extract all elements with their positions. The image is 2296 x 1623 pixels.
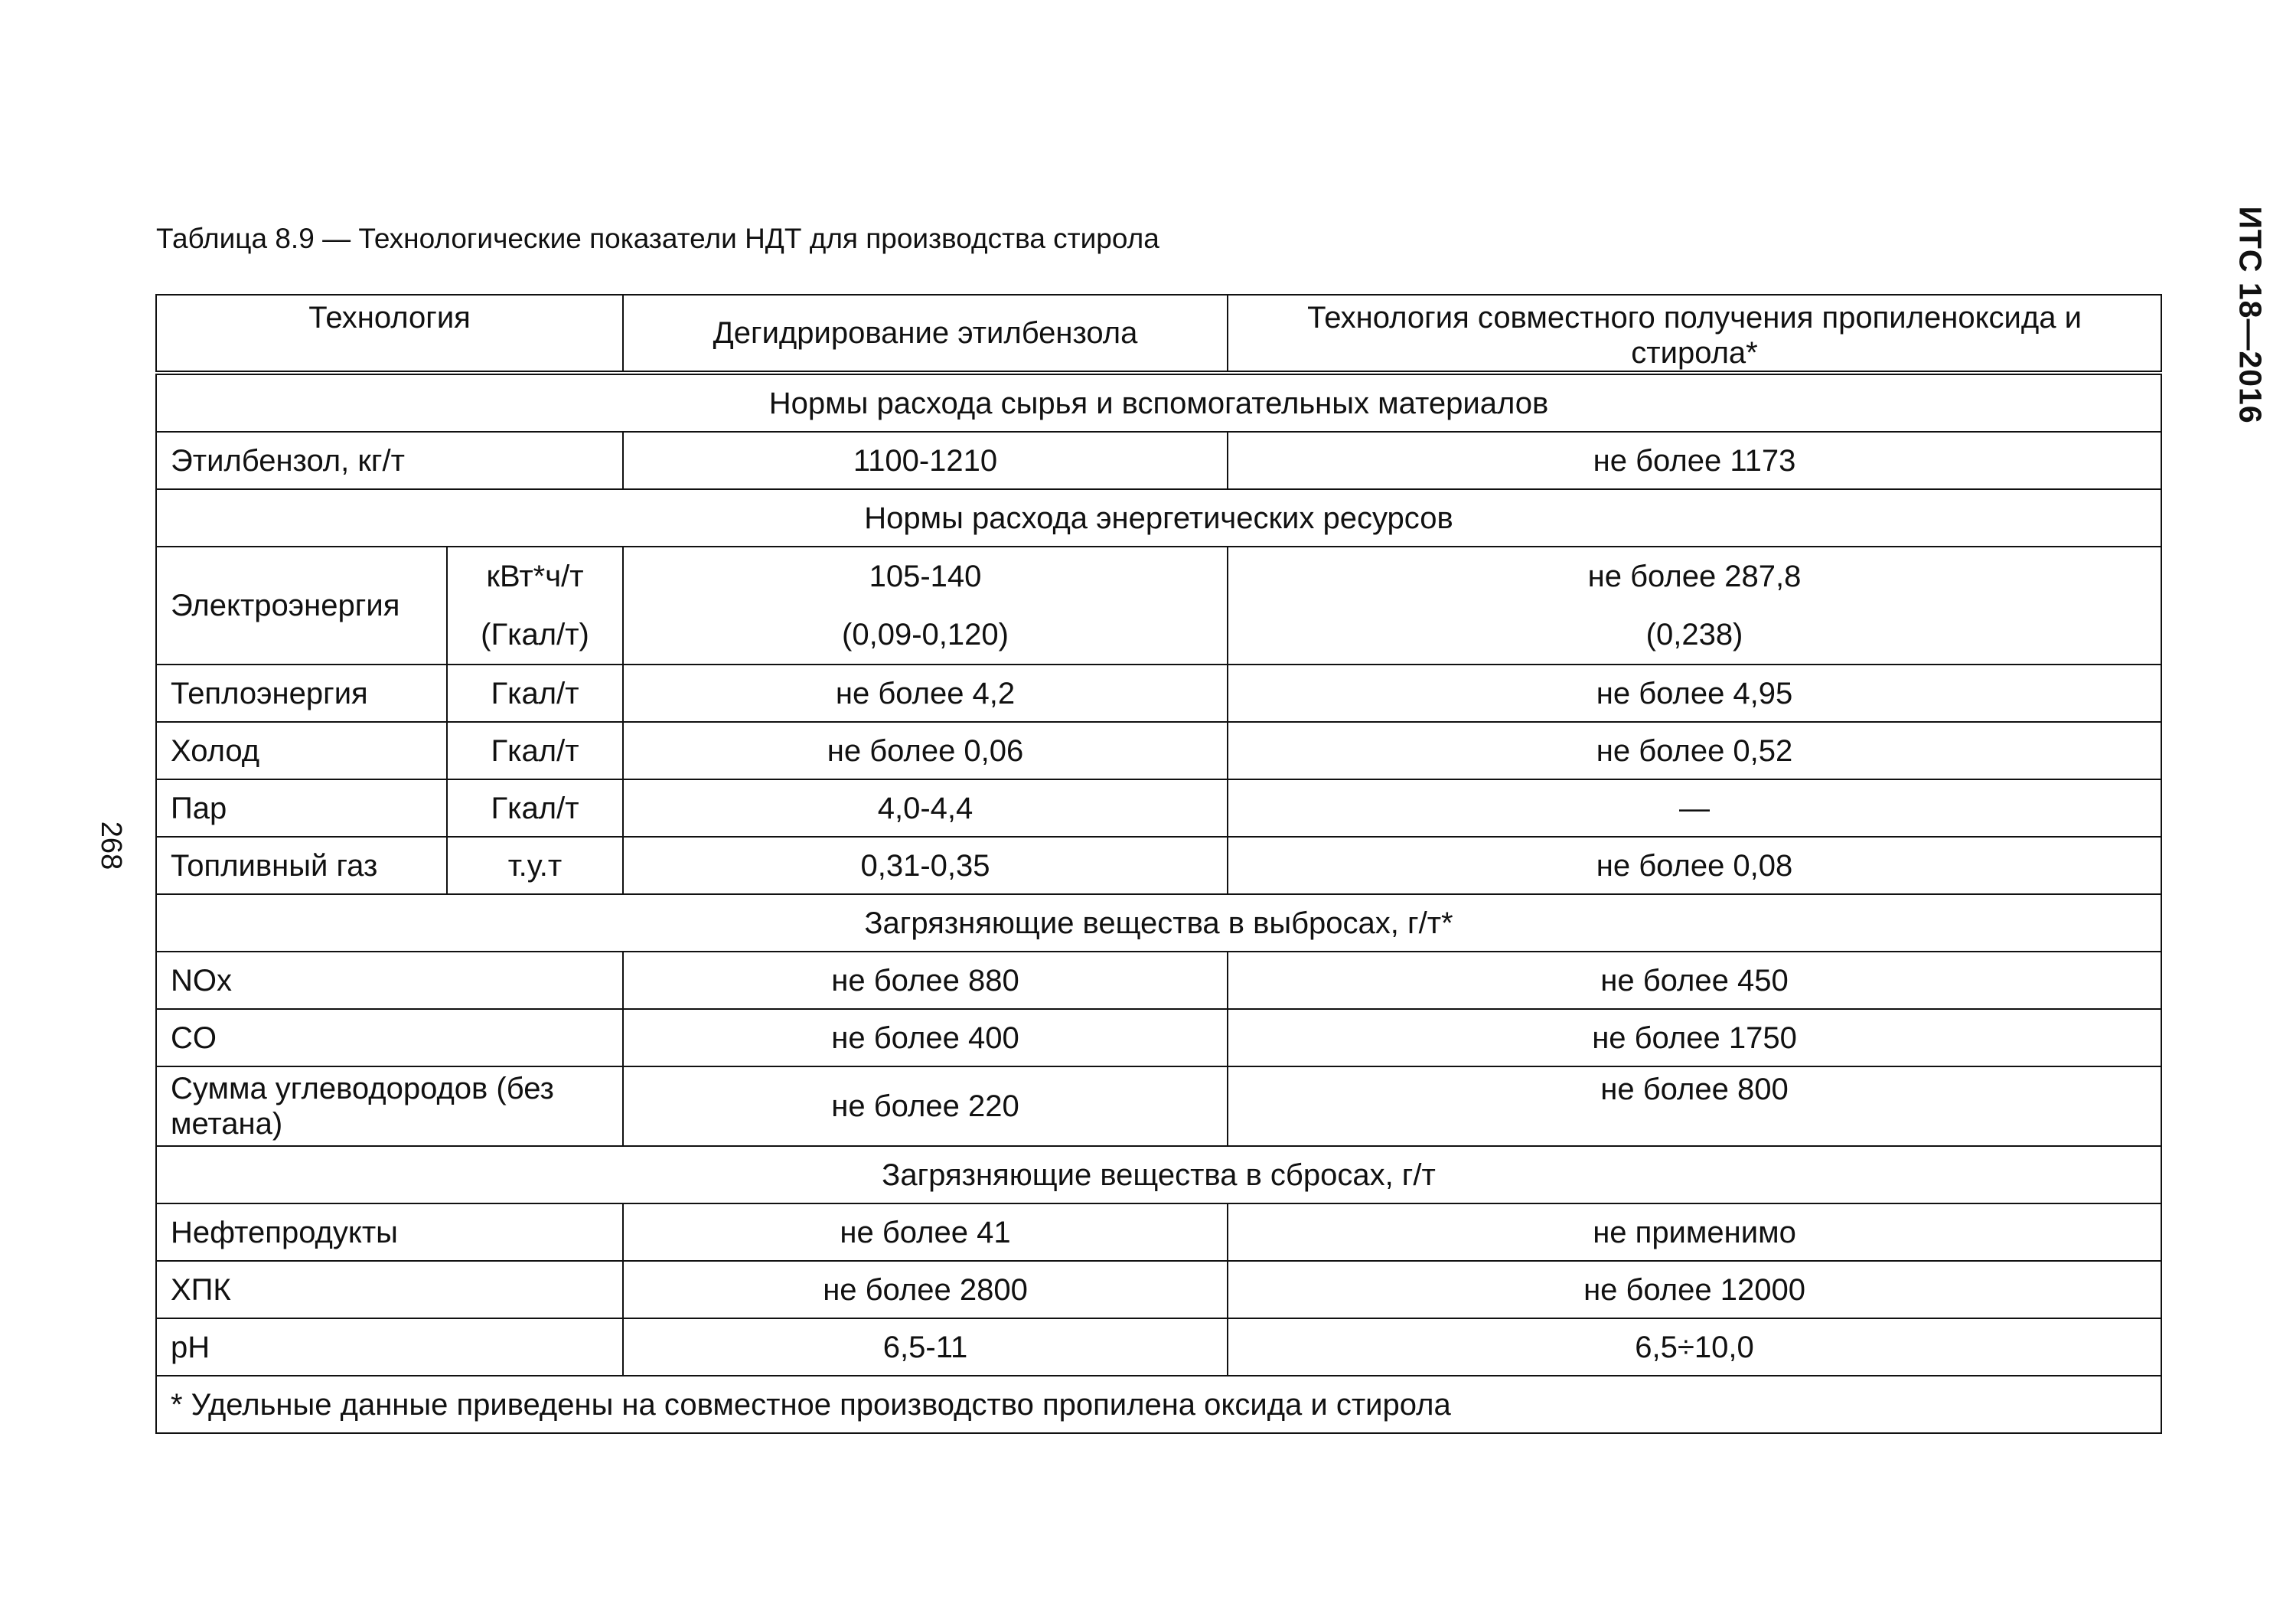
row-value-col2: не более 450	[1228, 952, 2161, 1009]
row-name: Нефтепродукты	[156, 1203, 623, 1261]
row-value-col2: не более 12000	[1228, 1261, 2161, 1318]
row-unit	[447, 547, 623, 665]
row-value-col2: не более 1173	[1228, 432, 2161, 489]
table-row	[156, 1009, 2161, 1066]
indicators-table	[155, 294, 2162, 1434]
footnote-row	[156, 1376, 2161, 1433]
row-value-col1: 4,0-4,4	[623, 779, 1228, 837]
row-name: NOx	[156, 952, 623, 1009]
row-value-col2: не более 800	[1228, 1066, 2161, 1146]
unit-line-1: кВт*ч/т	[486, 560, 584, 593]
row-value-col1: не более 41	[623, 1203, 1228, 1261]
row-value-col1: не более 0,06	[623, 722, 1228, 779]
row-name: Электроэнергия	[156, 547, 447, 665]
row-value-col1: не более 220	[623, 1066, 1228, 1146]
row-value-col2: не более 0,52	[1228, 722, 2161, 779]
row-value-col2: не более 4,95	[1228, 665, 2161, 722]
header-dehydrogenation: Дегидрирование этилбензола	[623, 295, 1228, 373]
table-footnote: * Удельные данные приведены на совместное производство пропилена оксида и стирола	[156, 1376, 2161, 1433]
table-row	[156, 837, 2161, 894]
value-line-2: (0,09-0,120)	[842, 618, 1009, 651]
row-name: ХПК	[156, 1261, 623, 1318]
header-technology: Технология	[156, 295, 623, 373]
row-name: Этилбензол, кг/т	[156, 432, 623, 489]
value-line-1: 105-140	[869, 560, 982, 593]
section-title-energy: Нормы расхода энергетических ресурсов	[156, 489, 2161, 547]
header-po-styrene: Технология совместного получения пропиленоксида и стирола*	[1228, 295, 2161, 373]
table-row	[156, 1318, 2161, 1376]
table-row	[156, 1066, 2161, 1146]
row-unit: Гкал/т	[447, 722, 623, 779]
section-row-energy	[156, 489, 2161, 547]
row-value-col2: не более 1750	[1228, 1009, 2161, 1066]
row-name: Сумма углеводородов (без метана)	[156, 1066, 623, 1146]
section-title-discharges: Загрязняющие вещества в сбросах, г/т	[156, 1146, 2161, 1203]
unit-line-2: (Гкал/т)	[481, 618, 589, 651]
row-value-col2	[1228, 547, 2161, 665]
table-row	[156, 1261, 2161, 1318]
table-row	[156, 432, 2161, 489]
row-name: Пар	[156, 779, 447, 837]
table-row	[156, 952, 2161, 1009]
document-side-header: ИТС 18—2016	[2232, 205, 2268, 424]
row-name: Теплоэнергия	[156, 665, 447, 722]
table-header-row	[156, 295, 2161, 373]
table-row	[156, 1203, 2161, 1261]
row-value-col1: не более 880	[623, 952, 1228, 1009]
row-name: Холод	[156, 722, 447, 779]
row-value-col2: 6,5÷10,0	[1228, 1318, 2161, 1376]
row-value-col1: 1100-1210	[623, 432, 1228, 489]
row-value-col1: не более 4,2	[623, 665, 1228, 722]
row-name: pH	[156, 1318, 623, 1376]
table-row	[156, 779, 2161, 837]
table-row	[156, 665, 2161, 722]
row-name: Топливный газ	[156, 837, 447, 894]
value-line-1: не более 287,8	[1587, 560, 1802, 593]
row-unit: Гкал/т	[447, 779, 623, 837]
section-row-raw	[156, 373, 2161, 432]
table-row	[156, 722, 2161, 779]
section-title-emissions: Загрязняющие вещества в выбросах, г/т*	[156, 894, 2161, 952]
section-row-emissions	[156, 894, 2161, 952]
page-number: 268	[95, 821, 128, 870]
row-value-col2: не более 0,08	[1228, 837, 2161, 894]
table-row-electricity	[156, 547, 2161, 665]
row-name: CO	[156, 1009, 623, 1066]
section-title-raw: Нормы расхода сырья и вспомогательных материалов	[156, 373, 2161, 432]
row-value-col1: не более 400	[623, 1009, 1228, 1066]
section-row-discharges	[156, 1146, 2161, 1203]
value-line-2: (0,238)	[1645, 618, 1743, 651]
row-unit: т.у.т	[447, 837, 623, 894]
row-unit: Гкал/т	[447, 665, 623, 722]
row-value-col1: 6,5-11	[623, 1318, 1228, 1376]
row-value-col1: 0,31-0,35	[623, 837, 1228, 894]
row-value-col1: не более 2800	[623, 1261, 1228, 1318]
row-value-col1	[623, 547, 1228, 665]
table-caption: Таблица 8.9 — Технологические показатели НДТ для производства стирола	[156, 223, 1159, 254]
row-value-col2: не применимо	[1228, 1203, 2161, 1261]
row-value-col2: —	[1228, 779, 2161, 837]
